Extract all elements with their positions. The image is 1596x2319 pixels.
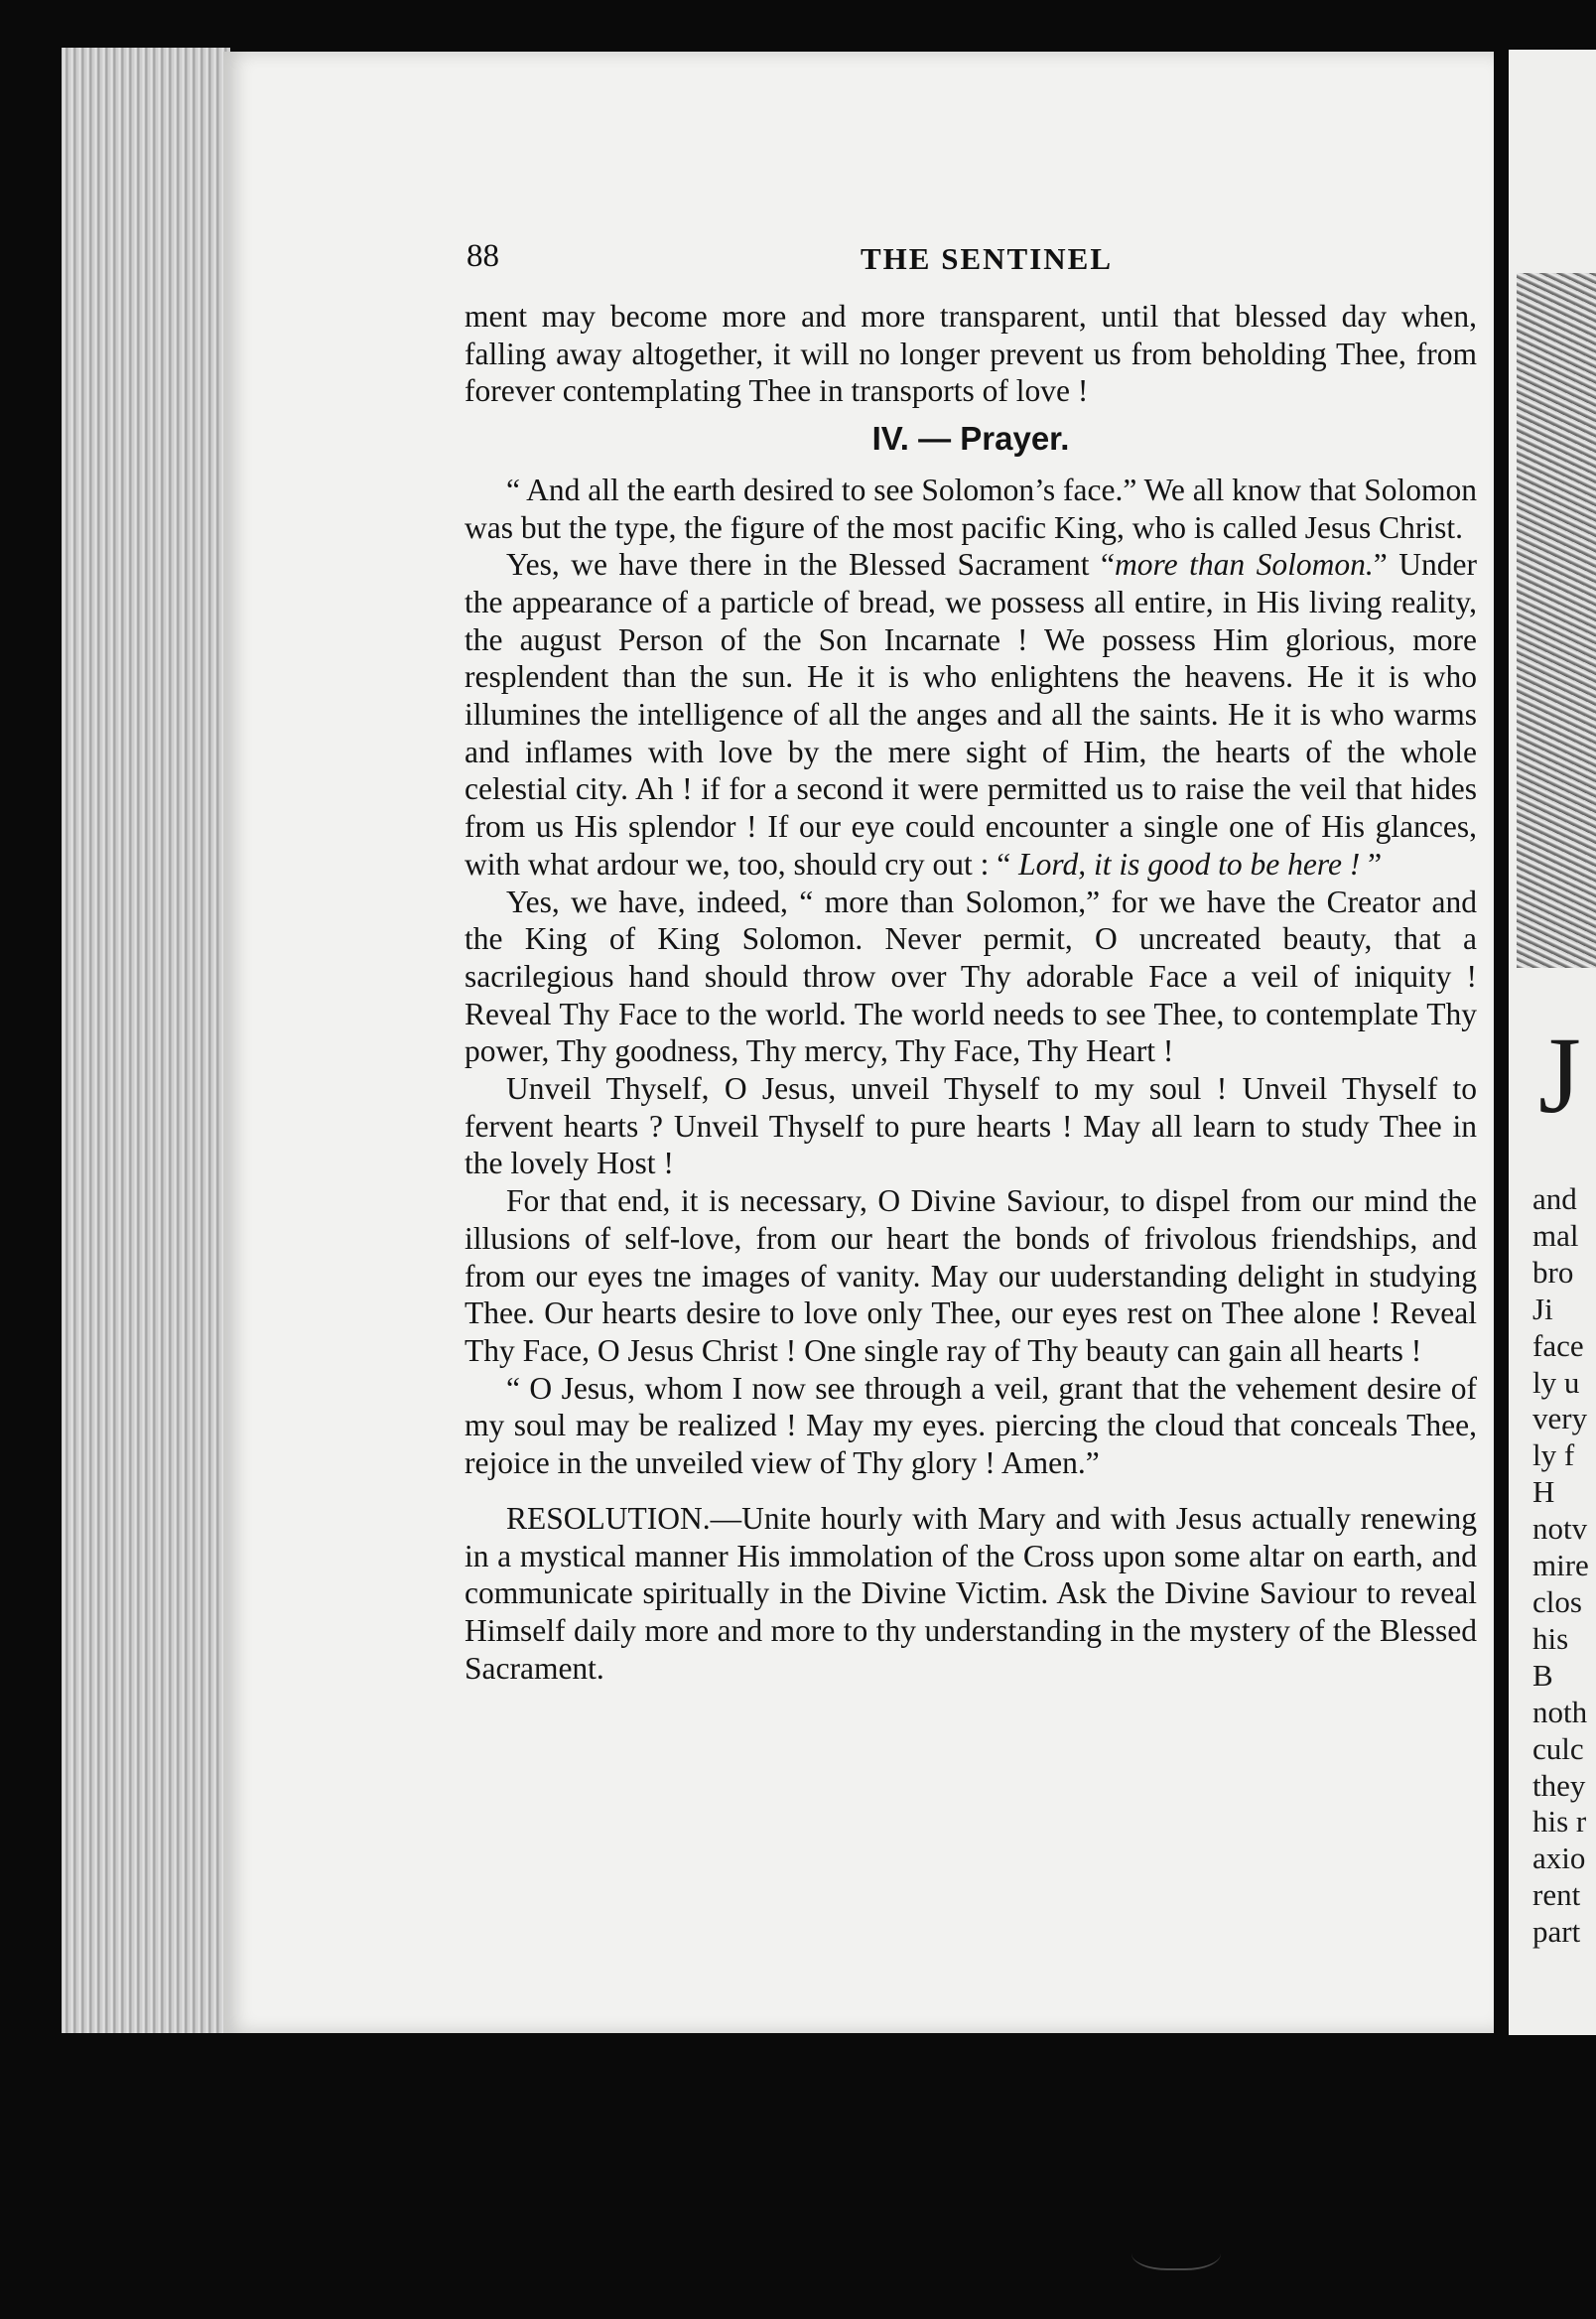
adjacent-line: and (1532, 1181, 1577, 1216)
adjacent-line: noth (1532, 1694, 1588, 1729)
paragraph: Yes, we have, indeed, “ more than Solomon,” for we have the Creator and the King of King Solomon. Never permit, O uncreated beauty, that a sacrilegious hand should throw over Thy adorable Face a veil of iniquity ! Reveal Thy Face to the world. The world needs to see Thee, to contemplate Thy power, Thy goodness, Thy mercy, Thy Face, Thy Heart ! (465, 884, 1477, 1069)
running-header (466, 238, 1479, 278)
adjacent-line: notv (1532, 1511, 1588, 1547)
paragraph: For that end, it is necessary, O Divine Saviour, to dispel from our mind the illusions of self-love, from our heart the bonds of frivolous friendships, and from our eyes tne images of vanity. May our uuderstanding delight in studying Thee. Our hearts desire to love only Thee, our eyes rest on Thee alone ! Reveal Thy Face, O Jesus Christ ! One single ray of Thy beauty can gain all hearts ! (465, 1183, 1477, 1368)
text-run: ” (1360, 846, 1383, 882)
engraving-illustration (1517, 273, 1596, 968)
adjacent-line: ly u (1532, 1364, 1580, 1400)
adjacent-line: face (1532, 1327, 1584, 1363)
adjacent-line: mire (1532, 1548, 1589, 1583)
book-page-edges (62, 48, 230, 2033)
drop-cap: J (1538, 1015, 1581, 1136)
italic-text: more than Solomon. (1115, 547, 1374, 583)
adjacent-line: they (1532, 1767, 1586, 1803)
adjacent-line: his (1532, 1620, 1569, 1656)
adjacent-line: very (1532, 1401, 1588, 1436)
header-title: THE SENTINEL (861, 241, 1114, 276)
adjacent-line: H (1532, 1474, 1555, 1510)
adjacent-line: Ji (1532, 1291, 1553, 1326)
adjacent-line: axio (1532, 1841, 1586, 1876)
resolution-paragraph: RESOLUTION.—Unite hourly with Mary and with Jesus actually renewing in a mystical manner His immolation of the Cross upon some altar on earth, and communicate spiritually in the Divine Victim. Ask the Divine Saviour to reveal Himself daily more and more to thy understanding in the mystery of the Blessed Sacrament. (465, 1500, 1477, 1686)
paragraph (465, 546, 1477, 883)
paragraph: Unveil Thyself, O Jesus, unveil Thyself to my soul ! Unveil Thyself to fervent hearts ? Unveil Thyself to pure hearts ! May all learn to study Thee in the lovely Host ! (465, 1071, 1477, 1181)
continued-paragraph: ment may become more and more transparent, until that blessed day when, falling away altogether, it will no longer prevent us from beholding Thee, from forever contemplating Thee in transports of love ! (465, 299, 1477, 409)
adjacent-line: part (1532, 1914, 1581, 1950)
adjacent-line: bro (1532, 1254, 1574, 1290)
adjacent-page-text (1532, 1181, 1596, 1951)
adjacent-line: ly f (1532, 1437, 1575, 1473)
italic-text: Lord, it is good to be here ! (1018, 846, 1361, 882)
page-body (465, 298, 1477, 1687)
adjacent-line: culc (1532, 1730, 1584, 1766)
adjacent-line: clos (1532, 1583, 1582, 1619)
text-run: ” Under the appearance of a particle of bread, we possess all entire, in His living reality, the august Person of the Son Incarnate ! We possess Him glorious, more resplendent than the sun. He it is who enlightens the heavens. He it is who illumines the intelligence of all the anges and all the saints. He it is who warms and inflames with love by the mere sight of Him, the hearts of the whole celestial city. Ah ! if for a second it were permitted us to raise the veil that hides from us His splendor ! If our eye could encounter a single one of His glances, with what ardour we, too, should cry out : “ (465, 547, 1477, 882)
adjacent-line: his r (1532, 1804, 1587, 1840)
pencil-mark (1131, 2229, 1221, 2270)
paragraph: “ O Jesus, whom I now see through a veil, grant that the vehement desire of my soul may be realized ! May my eyes. piercing the cloud that conceals Thee, rejoice in the unveiled view of Thy glory ! Amen.” (465, 1370, 1477, 1481)
paragraph: “ And all the earth desired to see Solomon’s face.” We all know that Solomon was but the type, the figure of the most pacific King, who is called Jesus Christ. (465, 472, 1477, 545)
page-number: 88 (466, 238, 499, 274)
text-run: Yes, we have there in the Blessed Sacrament “ (506, 547, 1115, 583)
section-heading: IV. — Prayer. (871, 420, 1070, 458)
adjacent-line: mal (1532, 1217, 1579, 1253)
adjacent-line: B (1532, 1657, 1553, 1693)
adjacent-page (1509, 50, 1596, 2035)
adjacent-line: rent (1532, 1877, 1581, 1913)
